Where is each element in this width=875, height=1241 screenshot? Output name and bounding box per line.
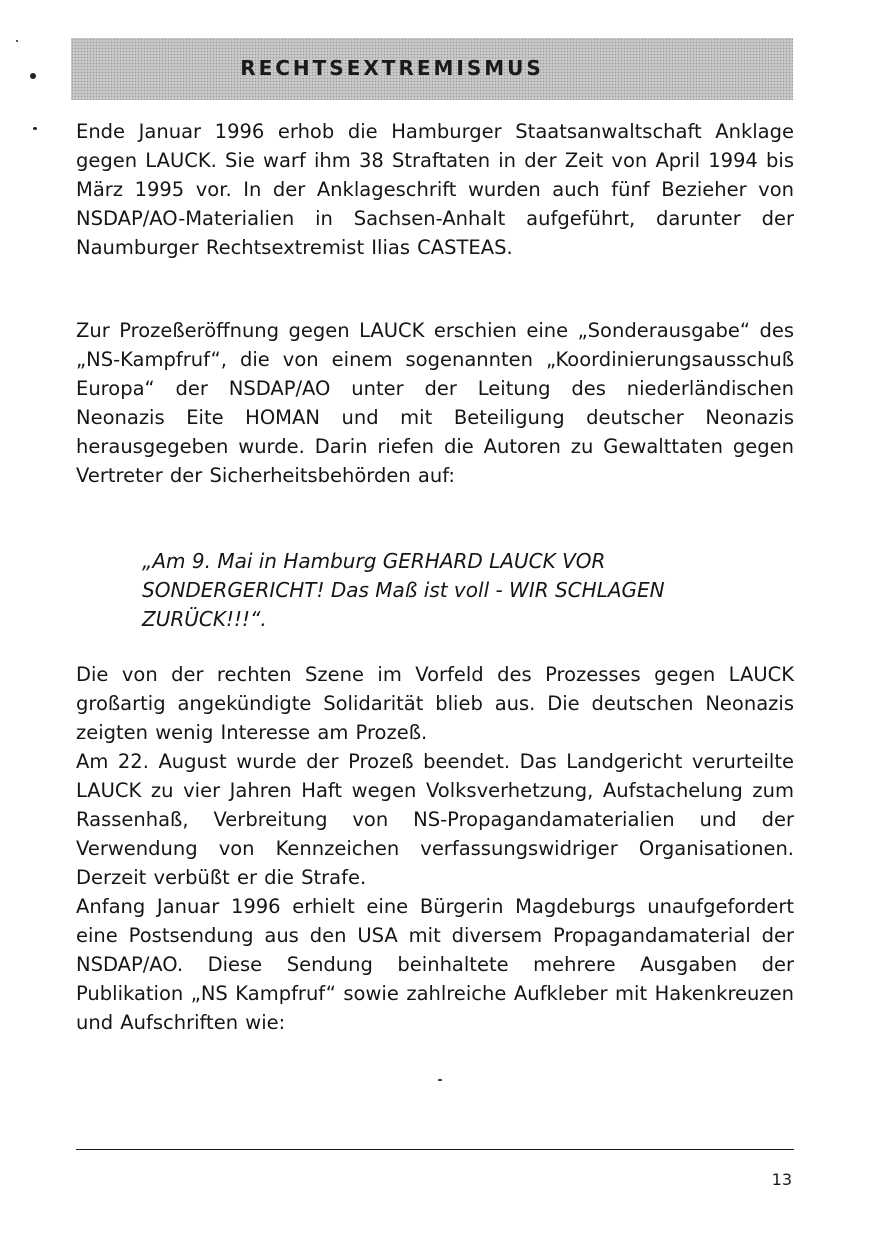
section-header-band [71, 38, 793, 100]
paragraph-text: Ende Januar 1996 erhob die Hamburger Staatsanwaltschaft Anklage gegen LAUCK. Sie warf ihm 38 Straftaten in der Zeit von April 1994 bis März 1995 vor. In der Anklageschrift wurden auch fünf Bezieher von NSDAP/AO-Materialien in Sachsen-Anhalt aufgeführt, darunter der Naumburger Rechtsextremist Ilias CASTEAS. [76, 120, 794, 259]
scan-speck [33, 127, 37, 130]
quote-block: „Am 9. Mai in Hamburg GERHARD LAUCK VOR SONDERGERICHT! Das Maß ist voll - WIR SCHLAGEN ZURÜCK!!!“. [142, 549, 665, 631]
footer-divider [76, 1149, 794, 1150]
paragraph-solidarity: Die von der rechten Szene im Vorfeld des Prozesses gegen LAUCK großartig angekündigte Solidarität blieb aus. Die deutschen Neonazis zeigten wenig Interesse am Prozeß. [76, 663, 794, 744]
section-title: RECHTSEXTREMISMUS [240, 56, 544, 80]
paragraph-special-issue [76, 316, 794, 490]
page-number: 13 [771, 1170, 792, 1189]
paragraph-indictment [76, 117, 794, 262]
paragraph-verdict: Am 22. August wurde der Prozeß beendet. Das Landgericht verurteilte LAUCK zu vier Jahren Haft wegen Volksverhetzung, Aufstachelung zum Rassenhaß, Verbreitung von NS-Propagandamaterialien und der Verwendung von Kennzeichen verfassungswidriger Organisationen. Derzeit verbüßt er die Strafe. [76, 750, 794, 889]
paragraph-text: Zur Prozeßeröffnung gegen LAUCK erschien eine „Sonderausgabe“ des „NS-Kampfruf“, die von einem sogenannten „Koordinierungsausschuß Europa“ der NSDAP/AO unter der Leitung des niederländischen Neonazis Eite HOMAN und mit Beteiligung deutscher Neonazis herausgegeben wurde. Darin riefen die Autoren zu Gewalttaten gegen Vertreter der Sicherheitsbehörden auf: [76, 319, 794, 487]
scan-speck [16, 40, 18, 42]
scan-speck [30, 73, 36, 79]
paragraph-group-after-quote [76, 660, 794, 1037]
scan-speck [438, 1079, 442, 1081]
paragraph-mail-delivery: Anfang Januar 1996 erhielt eine Bürgerin Magdeburgs unaufgefordert eine Postsendung aus den USA mit diversem Propagandamaterial der NSDAP/AO. Diese Sendung beinhaltete mehrere Ausgaben der Publikation „NS Kampfruf“ sowie zahlreiche Aufkleber mit Hakenkreuzen und Aufschriften wie: [76, 895, 794, 1034]
